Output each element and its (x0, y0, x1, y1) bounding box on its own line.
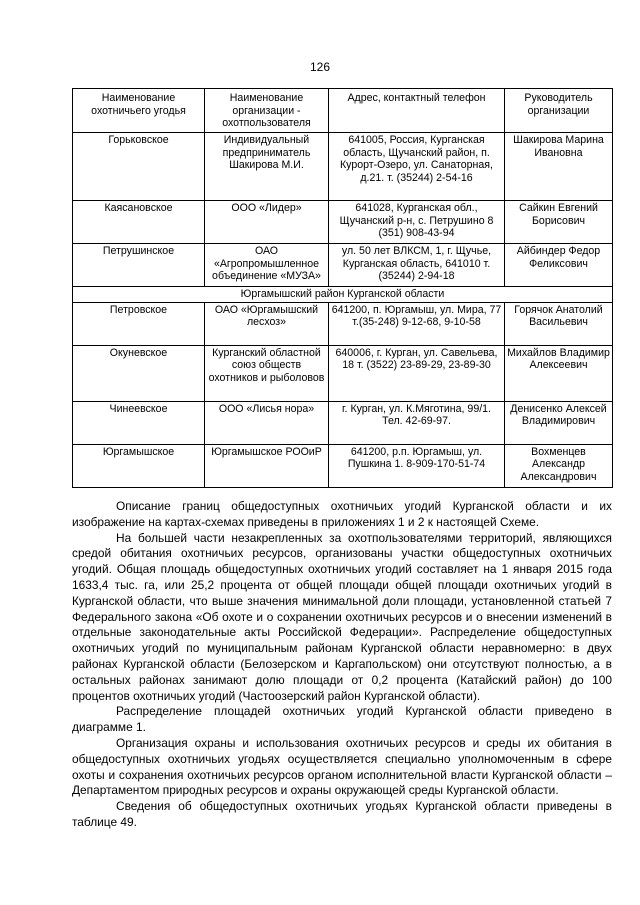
table-row (73, 444, 613, 487)
cell-address: г. Курган, ул. К.Мяготина, 99/1. Тел. 42-69-97. (329, 401, 505, 444)
cell-organization: ООО «Лидер» (205, 201, 329, 244)
paragraph: Сведения об общедоступных охотничьих угодьях Курганской области приведены в таблице 49. (72, 799, 612, 829)
page-number: 126 (309, 60, 331, 74)
cell-ground-name: Окуневское (73, 345, 205, 401)
cell-address: 641028, Курганская обл., Щучанский р-н, с. Петрушино 8 (351) 908-43-94 (329, 201, 505, 244)
table-section-row (73, 287, 613, 303)
section-title: Юргамышский район Курганской области (73, 287, 613, 303)
header-organization: Наименование организации - охотпользователя (205, 89, 329, 133)
header-ground-name: Наименование охотничьего угодья (73, 89, 205, 133)
cell-organization: ОАО «Юргамышский лесхоз» (205, 302, 329, 345)
paragraph: Распределение площадей охотничьих угодий Курганской области приведено в диаграмме 1. (72, 704, 612, 735)
paragraph: Организация охраны и использования охотничьих ресурсов и среды их обитания в общедоступных охотничьих угодьях осуществляется специально уполномоченным в сфере охоты и сохранения охотничьих ресурсов органом исполнительной власти Курганской области – Департаментом природных ресурсов и охраны окружающей среды Курганской области. (72, 735, 612, 798)
table-row (73, 244, 613, 287)
paragraph: На большей части незакрепленных за охотпользователями территорий, являющихся средой обитания охотничьих ресурсов, организованы участки общедоступных охотничьих угодий. Общая площадь общедоступных охотничьих угодий составляет на 1 января 2015 года 1633,4 тыс. га, или 25,2 процента от общей площади общей площади охотничьих угодий в Курганской области, что выше значения минимальной доли площади, установленной статьей 7 Федерального закона «Об охоте и о сохранении охотничьих ресурсов и о внесении изменений в отдельные законодательные акты Российской Федерации». Распределение общедоступных охотничьих угодий по муниципальным районам Курганской области неравномерно: в двух районах Курганской области (Белозерском и Каргапольском) они отсутствуют полностью, а в остальных районах занимают долю площади от 0,2 процента (Катайский район) до 100 процентов охотничьих угодий (Частоозерский район Курганской области). (72, 530, 612, 703)
cell-director: Вохменцев Александр Александрович (505, 444, 613, 487)
table-row (73, 345, 613, 401)
table-row (73, 201, 613, 244)
cell-address: 641200, р.п. Юргамыш, ул. Пушкина 1. 8-909-170-51-74 (329, 444, 505, 487)
cell-ground-name: Юргамышское (73, 444, 205, 487)
header-address: Адрес, контактный телефон (329, 89, 505, 133)
cell-address: 641200, п. Юргамыш, ул. Мира, 77 т.(35-248) 9-12-68, 9-10-58 (329, 302, 505, 345)
body-text (72, 499, 612, 831)
cell-organization: Курганский областной союз обществ охотников и рыболовов (205, 345, 329, 401)
cell-director: Михайлов Владимир Алексеевич (505, 345, 613, 401)
cell-director: Горячок Анатолий Васильевич (505, 302, 613, 345)
cell-director: Айбиндер Федор Феликсович (505, 244, 613, 287)
cell-ground-name: Горьковское (73, 133, 205, 201)
cell-director: Сайкин Евгений Борисович (505, 201, 613, 244)
cell-director: Денисенко Алексей Владимирович (505, 401, 613, 444)
cell-ground-name: Чинеевское (73, 401, 205, 444)
cell-address: ул. 50 лет ВЛКСМ, 1, г. Щучье, Курганская область, 641010 т. (35244) 2-94-18 (329, 244, 505, 287)
cell-organization: ООО «Лисья нора» (205, 401, 329, 444)
cell-organization: Индивидуальный предприниматель Шакирова М.И. (205, 133, 329, 201)
cell-director: Шакирова Марина Ивановна (505, 133, 613, 201)
table-row (73, 302, 613, 345)
cell-ground-name: Петровское (73, 302, 205, 345)
cell-address: 640006, г. Курган, ул. Савельева, 18 т. (3522) 23-89-29, 23-89-30 (329, 345, 505, 401)
cell-organization: Юргамышское РООиР (205, 444, 329, 487)
header-director: Руководитель организации (505, 89, 613, 133)
cell-ground-name: Каясановское (73, 201, 205, 244)
table-row (73, 133, 613, 201)
cell-organization: ОАО «Агропромышленное объединение «МУЗА» (205, 244, 329, 287)
cell-address: 641005, Россия, Курганская область, Щучанский район, п. Курорт-Озеро, ул. Санаторная, д.21. т. (35244) 2-54-16 (329, 133, 505, 201)
cell-ground-name: Петрушинское (73, 244, 205, 287)
table-header-row (73, 89, 613, 133)
hunting-grounds-table (72, 88, 613, 488)
paragraph: Описание границ общедоступных охотничьих угодий Курганской области и их изображение на картах-схемах приведены в приложениях 1 и 2 к настоящей Схеме. (72, 499, 612, 529)
table-row (73, 401, 613, 444)
